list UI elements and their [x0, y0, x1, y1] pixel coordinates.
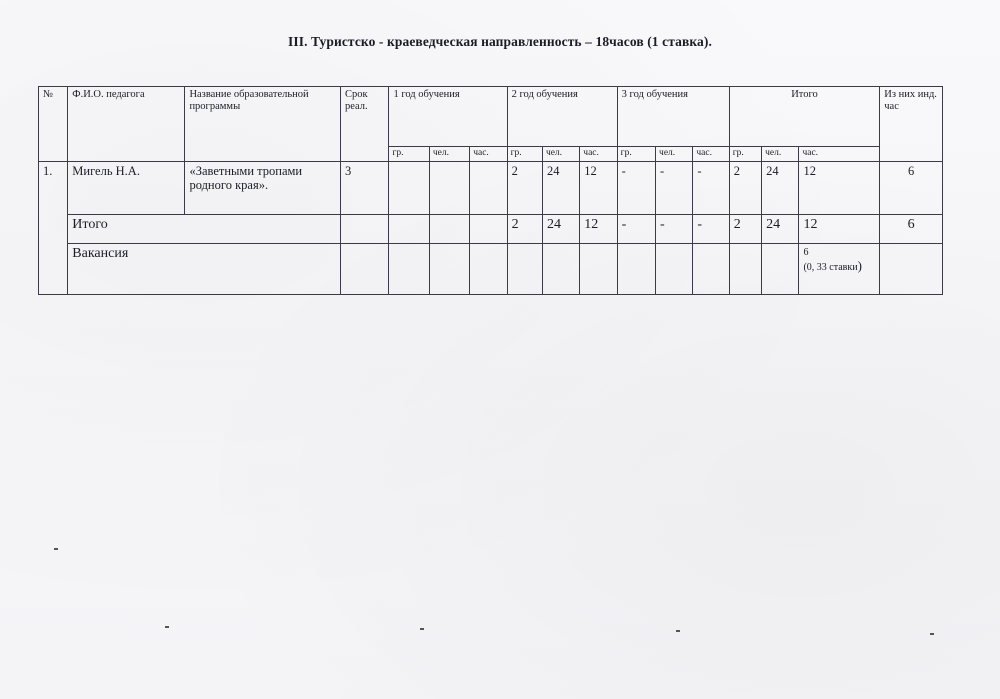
- total-y3-people: -: [656, 215, 693, 244]
- vacancy-hours-value: 6: [803, 247, 809, 258]
- subheader-cell: гр.: [507, 147, 542, 162]
- y3-people: -: [656, 162, 693, 215]
- subheader-cell: час.: [693, 147, 729, 162]
- total-groups: 2: [729, 162, 761, 215]
- subheader-cell: гр.: [389, 147, 429, 162]
- subheader-cell: час.: [470, 147, 507, 162]
- col-total-header: Итого: [729, 87, 879, 147]
- subheader-cell: чел.: [542, 147, 579, 162]
- total-individual: 6: [880, 215, 943, 244]
- col-num-header: №: [39, 87, 68, 162]
- scan-speck: [930, 633, 934, 635]
- scan-speck: [420, 628, 424, 630]
- total-people: 24: [762, 162, 799, 215]
- page-title: III. Туристско - краеведческая направленность – 18часов (1 ставка).: [288, 34, 712, 49]
- subheader-cell: гр.: [617, 147, 655, 162]
- total-y2-groups: 2: [507, 215, 542, 244]
- vacancy-cell: [580, 244, 617, 295]
- y2-people: 24: [542, 162, 579, 215]
- vacancy-cell: [542, 244, 579, 295]
- vacancy-individual: [880, 244, 943, 295]
- col-year3-header: 3 год обучения: [617, 87, 729, 147]
- total-y2-hours: 12: [580, 215, 617, 244]
- vacancy-row: [39, 244, 943, 295]
- vacancy-cell: [429, 244, 469, 295]
- total-label: Итого: [68, 215, 341, 244]
- total-sum-hours: 12: [799, 215, 880, 244]
- total-y1-hours: [470, 215, 507, 244]
- subheader-cell: чел.: [429, 147, 469, 162]
- total-y1-groups: [389, 215, 429, 244]
- vacancy-term: [340, 244, 388, 295]
- col-individual-header: Из них инд. час: [880, 87, 943, 162]
- vacancy-hours-paren: ): [857, 258, 862, 273]
- subheader-cell: чел.: [656, 147, 693, 162]
- total-term: [340, 215, 388, 244]
- vacancy-cell: [693, 244, 729, 295]
- total-row: [39, 215, 943, 244]
- scan-speck: [54, 548, 58, 550]
- total-y3-hours: -: [693, 215, 729, 244]
- col-term-header: Срок реал.: [340, 87, 388, 162]
- total-sum-people: 24: [762, 215, 799, 244]
- vacancy-cell: [389, 244, 429, 295]
- vacancy-label: Вакансия: [68, 244, 341, 295]
- vacancy-cell: [729, 244, 761, 295]
- vacancy-cell: [656, 244, 693, 295]
- table-header-row: [39, 87, 943, 147]
- vacancy-hours: [799, 244, 880, 295]
- individual-hours: 6: [880, 162, 943, 215]
- y2-groups: 2: [507, 162, 542, 215]
- subheader-cell: чел.: [762, 147, 799, 162]
- col-year2-header: 2 год обучения: [507, 87, 617, 147]
- vacancy-cell: [617, 244, 655, 295]
- y3-hours: -: [693, 162, 729, 215]
- row-num: 1.: [39, 162, 68, 295]
- vacancy-cell: [762, 244, 799, 295]
- y1-groups: [389, 162, 429, 215]
- subheader-cell: гр.: [729, 147, 761, 162]
- y1-people: [429, 162, 469, 215]
- total-y1-people: [429, 215, 469, 244]
- y1-hours: [470, 162, 507, 215]
- vacancy-cell: [470, 244, 507, 295]
- total-y3-groups: -: [617, 215, 655, 244]
- teacher-name: Мигель Н.А.: [68, 162, 185, 215]
- subheader-cell: час.: [580, 147, 617, 162]
- y2-hours: 12: [580, 162, 617, 215]
- total-hours: 12: [799, 162, 880, 215]
- y3-groups: -: [617, 162, 655, 215]
- staffing-table: [38, 86, 943, 295]
- table-row: [39, 162, 943, 215]
- col-year1-header: 1 год обучения: [389, 87, 507, 147]
- term-value: 3: [340, 162, 388, 215]
- col-program-header: Название образовательной программы: [185, 87, 341, 162]
- total-sum-groups: 2: [729, 215, 761, 244]
- subheader-cell: час.: [799, 147, 880, 162]
- total-y2-people: 24: [542, 215, 579, 244]
- scan-speck: [165, 626, 169, 628]
- program-name: «Заветными тропами родного края».: [185, 162, 341, 215]
- vacancy-hours-note: (0, 33 ставки: [803, 262, 858, 273]
- col-fio-header: Ф.И.О. педагога: [68, 87, 185, 162]
- scan-speck: [676, 630, 680, 632]
- vacancy-cell: [507, 244, 542, 295]
